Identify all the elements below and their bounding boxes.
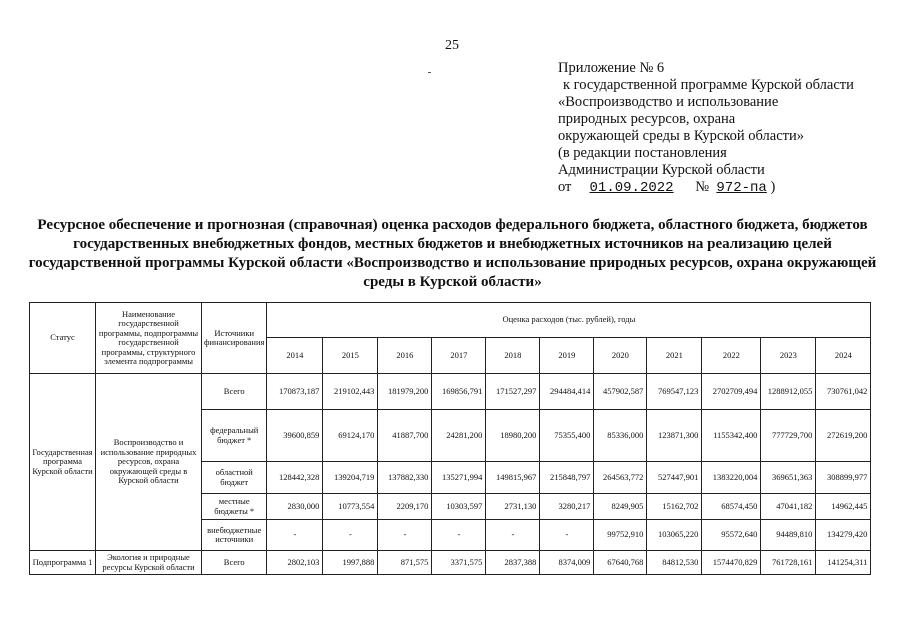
value-cell: 85336,000 bbox=[594, 410, 647, 462]
year-header: 2016 bbox=[378, 338, 432, 374]
value-cell: 219102,443 bbox=[323, 374, 378, 410]
value-cell: 39600,859 bbox=[267, 410, 323, 462]
value-cell: 308899,977 bbox=[816, 462, 871, 494]
year-header: 2023 bbox=[761, 338, 816, 374]
value-cell: 170873,187 bbox=[267, 374, 323, 410]
scan-mark bbox=[428, 72, 431, 73]
appendix-line: Администрации Курской области bbox=[558, 162, 765, 178]
program-status: Государственная программа Курской области bbox=[30, 374, 96, 551]
value-cell: 1574470,829 bbox=[702, 551, 761, 575]
page-number: 25 bbox=[445, 38, 459, 53]
decree-date: 01.09.2022 bbox=[589, 180, 674, 196]
value-cell: 527447,901 bbox=[647, 462, 702, 494]
value-cell: 730761,042 bbox=[816, 374, 871, 410]
year-header: 2024 bbox=[816, 338, 871, 374]
value-cell: 149815,967 bbox=[486, 462, 540, 494]
value-cell: 2209,170 bbox=[378, 494, 432, 520]
year-header: 2017 bbox=[432, 338, 486, 374]
appendix-line: к государственной программе Курской области bbox=[563, 77, 854, 93]
value-cell: 8249,905 bbox=[594, 494, 647, 520]
value-cell: 777729,700 bbox=[761, 410, 816, 462]
value-cell: 761728,161 bbox=[761, 551, 816, 575]
appendix-line: природных ресурсов, охрана bbox=[558, 111, 736, 127]
value-cell: 272619,200 bbox=[816, 410, 871, 462]
header-name: Наименование государственной программы, подпрограммы государственной программы, структурного элемента подпрограммы bbox=[96, 303, 202, 374]
value-cell: 3280,217 bbox=[540, 494, 594, 520]
value-cell: 139204,719 bbox=[323, 462, 378, 494]
value-cell: 15162,702 bbox=[647, 494, 702, 520]
value-cell: 41887,700 bbox=[378, 410, 432, 462]
value-cell: 2837,388 bbox=[486, 551, 540, 575]
value-cell: 8374,009 bbox=[540, 551, 594, 575]
funding-table bbox=[29, 302, 871, 575]
header-row bbox=[30, 303, 871, 338]
value-cell: 264563,772 bbox=[594, 462, 647, 494]
value-cell: 99752,910 bbox=[594, 520, 647, 551]
year-header: 2022 bbox=[702, 338, 761, 374]
value-cell: 123871,300 bbox=[647, 410, 702, 462]
appendix-line: окружающей среды в Курской области» bbox=[558, 128, 805, 144]
value-cell: 95572,640 bbox=[702, 520, 761, 551]
value-cell: 10303,597 bbox=[432, 494, 486, 520]
value-cell: 68574,450 bbox=[702, 494, 761, 520]
value-cell: 769547,123 bbox=[647, 374, 702, 410]
value-cell: - bbox=[378, 520, 432, 551]
value-cell: - bbox=[432, 520, 486, 551]
value-cell: 141254,311 bbox=[816, 551, 871, 575]
year-header: 2014 bbox=[267, 338, 323, 374]
value-cell: 10773,554 bbox=[323, 494, 378, 520]
value-cell: 94489,810 bbox=[761, 520, 816, 551]
header-status: Статус bbox=[30, 303, 96, 374]
number-prefix: № bbox=[695, 179, 710, 195]
header-estimate: Оценка расходов (тыс. рублей), годы bbox=[267, 303, 871, 338]
source-cell: федеральный бюджет * bbox=[202, 410, 267, 462]
value-cell: 128442,328 bbox=[267, 462, 323, 494]
value-cell: 2731,130 bbox=[486, 494, 540, 520]
value-cell: - bbox=[540, 520, 594, 551]
value-cell: 47041,182 bbox=[761, 494, 816, 520]
year-header: 2019 bbox=[540, 338, 594, 374]
value-cell: 84812,530 bbox=[647, 551, 702, 575]
year-header: 2020 bbox=[594, 338, 647, 374]
table-row bbox=[30, 374, 871, 410]
decree-date-line bbox=[558, 179, 898, 197]
value-cell: 169856,791 bbox=[432, 374, 486, 410]
source-cell: Всего bbox=[202, 374, 267, 410]
value-cell: 215848,797 bbox=[540, 462, 594, 494]
value-cell: 137882,330 bbox=[378, 462, 432, 494]
value-cell: 1155342,400 bbox=[702, 410, 761, 462]
value-cell: 1997,888 bbox=[323, 551, 378, 575]
program-name: Воспроизводство и использование природных ресурсов, охрана окружающей среды в Курской области bbox=[96, 374, 202, 551]
source-cell: внебюджетные источники bbox=[202, 520, 267, 551]
appendix-block bbox=[558, 60, 898, 197]
subprogram-status: Подпрограмма 1 bbox=[30, 551, 96, 575]
source-cell: Всего bbox=[202, 551, 267, 575]
value-cell: 871,575 bbox=[378, 551, 432, 575]
value-cell: 457902,587 bbox=[594, 374, 647, 410]
value-cell: 171527,297 bbox=[486, 374, 540, 410]
value-cell: - bbox=[486, 520, 540, 551]
document-title: Ресурсное обеспечение и прогнозная (справочная) оценка расходов федерального бюджета, областного бюджета, бюджетов государственных внебюджетных фондов, местных бюджетов и внебюджетных источников на реализацию целей государственной программы Курской области «Воспроизводство и использование природных ресурсов, охрана окружающей среды в Курской области» bbox=[28, 217, 877, 290]
value-cell: 2702709,494 bbox=[702, 374, 761, 410]
value-cell: 14962,445 bbox=[816, 494, 871, 520]
value-cell: 24281,200 bbox=[432, 410, 486, 462]
value-cell: 135271,994 bbox=[432, 462, 486, 494]
decree-number: 972-па bbox=[716, 180, 767, 196]
appendix-line: Приложение № 6 bbox=[558, 60, 665, 76]
value-cell: 1383220,004 bbox=[702, 462, 761, 494]
table-row bbox=[30, 551, 871, 575]
value-cell: 103065,220 bbox=[647, 520, 702, 551]
value-cell: 69124,170 bbox=[323, 410, 378, 462]
subprogram-name: Экология и природные ресурсы Курской области bbox=[96, 551, 202, 575]
source-cell: областной бюджет bbox=[202, 462, 267, 494]
date-prefix: от bbox=[558, 179, 572, 195]
appendix-line: (в редакции постановления bbox=[558, 145, 727, 161]
value-cell: - bbox=[267, 520, 323, 551]
appendix-line: «Воспроизводство и использование bbox=[558, 94, 779, 110]
value-cell: 3371,575 bbox=[432, 551, 486, 575]
value-cell: 181979,200 bbox=[378, 374, 432, 410]
value-cell: 2830,000 bbox=[267, 494, 323, 520]
close-paren: ) bbox=[770, 179, 776, 195]
value-cell: 134279,420 bbox=[816, 520, 871, 551]
value-cell: 2802,103 bbox=[267, 551, 323, 575]
header-sources: Источники финансирования bbox=[202, 303, 267, 374]
value-cell: 369651,363 bbox=[761, 462, 816, 494]
value-cell: 67640,768 bbox=[594, 551, 647, 575]
value-cell: 75355,400 bbox=[540, 410, 594, 462]
value-cell: 294484,414 bbox=[540, 374, 594, 410]
value-cell: 18980,200 bbox=[486, 410, 540, 462]
year-header: 2018 bbox=[486, 338, 540, 374]
year-header: 2015 bbox=[323, 338, 378, 374]
year-header: 2021 bbox=[647, 338, 702, 374]
value-cell: 1288912,055 bbox=[761, 374, 816, 410]
source-cell: местные бюджеты * bbox=[202, 494, 267, 520]
value-cell: - bbox=[323, 520, 378, 551]
